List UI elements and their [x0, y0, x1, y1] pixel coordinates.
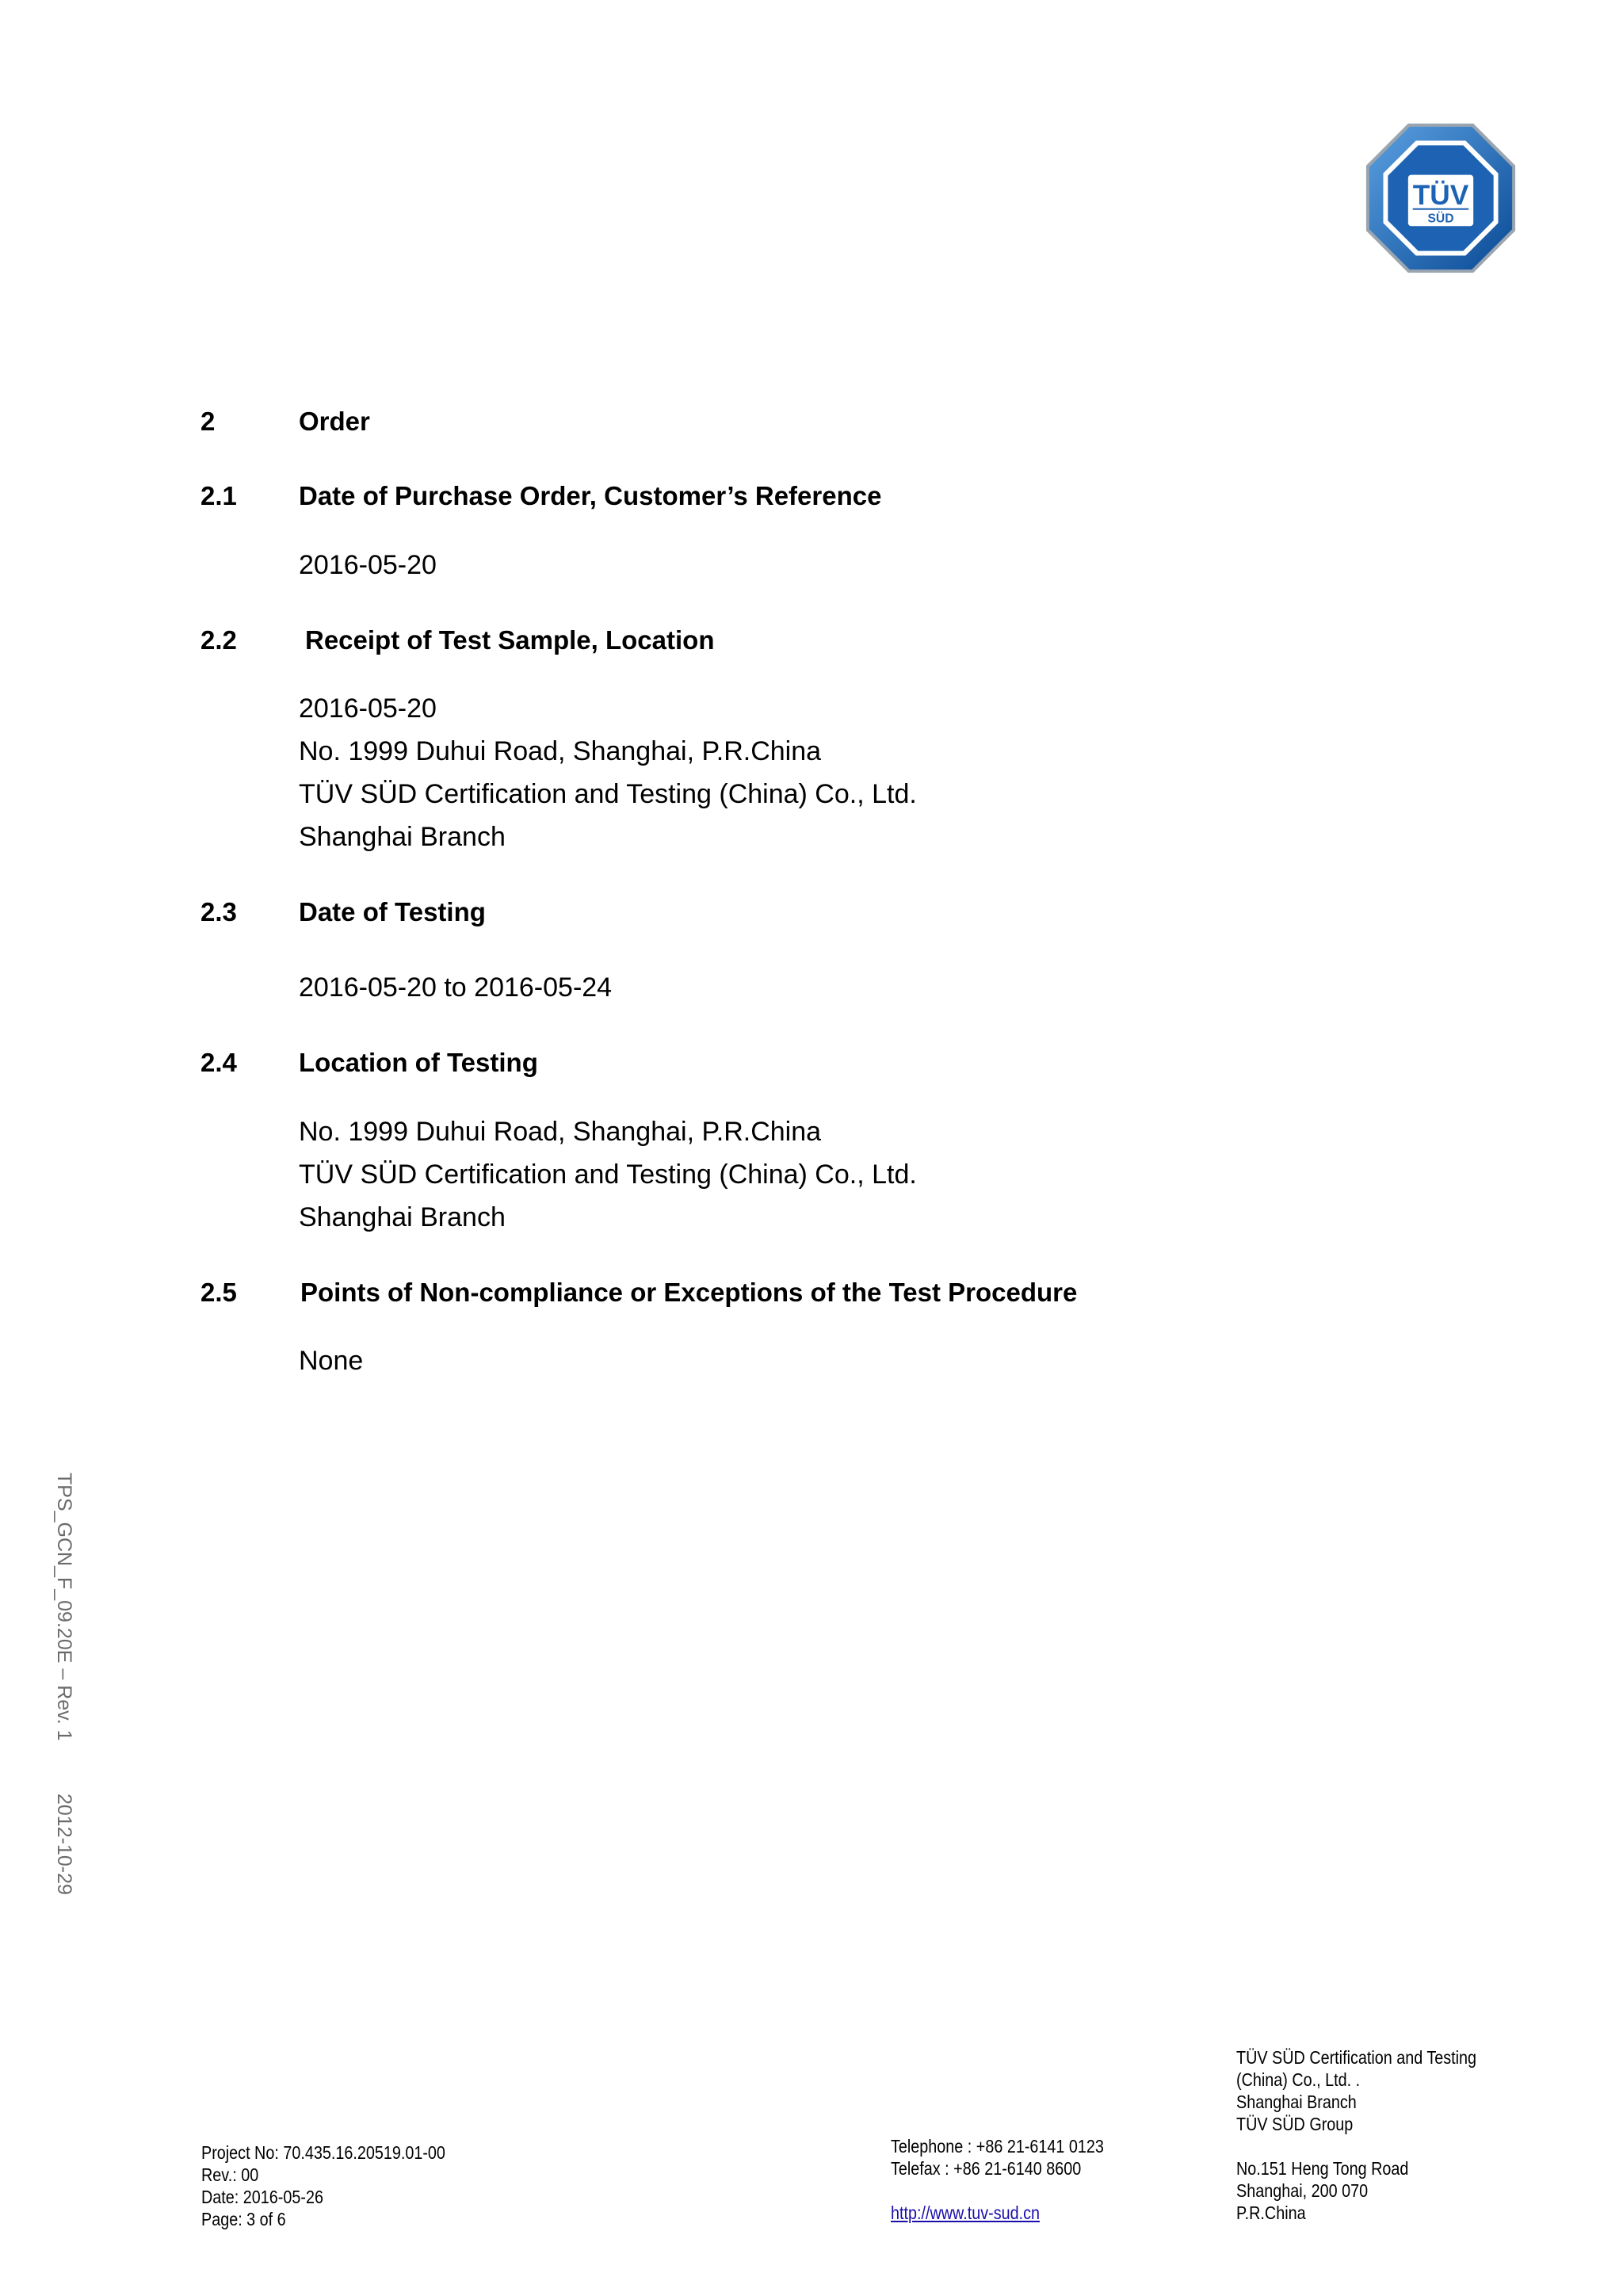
address-line: P.R.China — [1236, 2202, 1306, 2223]
section-number: 2.5 — [200, 1278, 237, 1307]
section-title: Location of Testing — [299, 1048, 538, 1077]
section-heading — [200, 406, 1310, 437]
logo-text-top: TÜV — [1412, 179, 1469, 211]
section-number: 2 — [200, 407, 216, 436]
company-line: TÜV SÜD Group — [1236, 2114, 1354, 2134]
company-spacer — [1236, 2135, 1476, 2157]
section-heading — [200, 1047, 1310, 1079]
form-code: TPS_GCN_F_09.20E – Rev. 1 — [53, 1473, 75, 1741]
form-code-side-note — [52, 1473, 76, 1894]
section-text-line: Shanghai Branch — [299, 822, 506, 852]
section-number: 2.3 — [200, 897, 237, 926]
section-text-line: Shanghai Branch — [299, 1202, 506, 1232]
page-number: Page: 3 of 6 — [201, 2209, 286, 2229]
footer-project-info — [201, 2141, 445, 2230]
telefax: Telefax : +86 21-6140 8600 — [891, 2158, 1082, 2179]
footer-contact — [891, 2135, 1104, 2224]
section-text-line: No. 1999 Duhui Road, Shanghai, P.R.China — [299, 736, 822, 766]
section-title: Receipt of Test Sample, Location — [305, 625, 715, 655]
footer-company-address — [1236, 2046, 1476, 2224]
section-number: 2.1 — [200, 481, 237, 510]
section-title: Points of Non-compliance or Exceptions of the Test Procedure — [300, 1278, 1078, 1307]
section-text-line: No. 1999 Duhui Road, Shanghai, P.R.China — [299, 1117, 822, 1147]
section-number: 2.4 — [200, 1048, 237, 1077]
website-link[interactable]: http://www.tuv-sud.cn — [891, 2202, 1040, 2223]
section-text-line: 2016-05-20 — [299, 550, 437, 580]
section-text-line: TÜV SÜD Certification and Testing (China) Co., Ltd. — [299, 1159, 917, 1190]
date: Date: 2016-05-26 — [201, 2187, 323, 2207]
address-line: No.151 Heng Tong Road — [1236, 2158, 1409, 2179]
tuv-sud-logo — [1363, 120, 1518, 276]
company-line: Shanghai Branch — [1236, 2092, 1357, 2112]
tuv-sud-logo-graphic — [1363, 120, 1518, 276]
section-heading — [200, 625, 1310, 656]
section-heading — [200, 896, 1310, 928]
section-heading — [200, 480, 1310, 512]
revision: Rev.: 00 — [201, 2164, 259, 2185]
section-text-line: None — [299, 1346, 364, 1376]
section-number: 2.2 — [200, 625, 237, 655]
form-date: 2012-10-29 — [53, 1793, 75, 1895]
telephone: Telephone : +86 21-6141 0123 — [891, 2136, 1104, 2157]
address-line: Shanghai, 200 070 — [1236, 2180, 1369, 2201]
company-line: TÜV SÜD Certification and Testing — [1236, 2047, 1477, 2068]
section-title: Date of Purchase Order, Customer’s Reference — [299, 481, 882, 510]
project-number: Project No: 70.435.16.20519.01-00 — [201, 2142, 445, 2163]
section-text-line: TÜV SÜD Certification and Testing (China) Co., Ltd. — [299, 779, 917, 809]
section-title: Order — [299, 407, 370, 436]
logo-text-bottom: SÜD — [1427, 212, 1454, 226]
section-heading — [200, 1277, 1468, 1308]
section-title: Date of Testing — [299, 897, 486, 926]
section-text-line: 2016-05-20 — [299, 693, 437, 724]
company-line: (China) Co., Ltd. . — [1236, 2069, 1361, 2090]
section-text-line: 2016-05-20 to 2016-05-24 — [299, 972, 613, 1003]
